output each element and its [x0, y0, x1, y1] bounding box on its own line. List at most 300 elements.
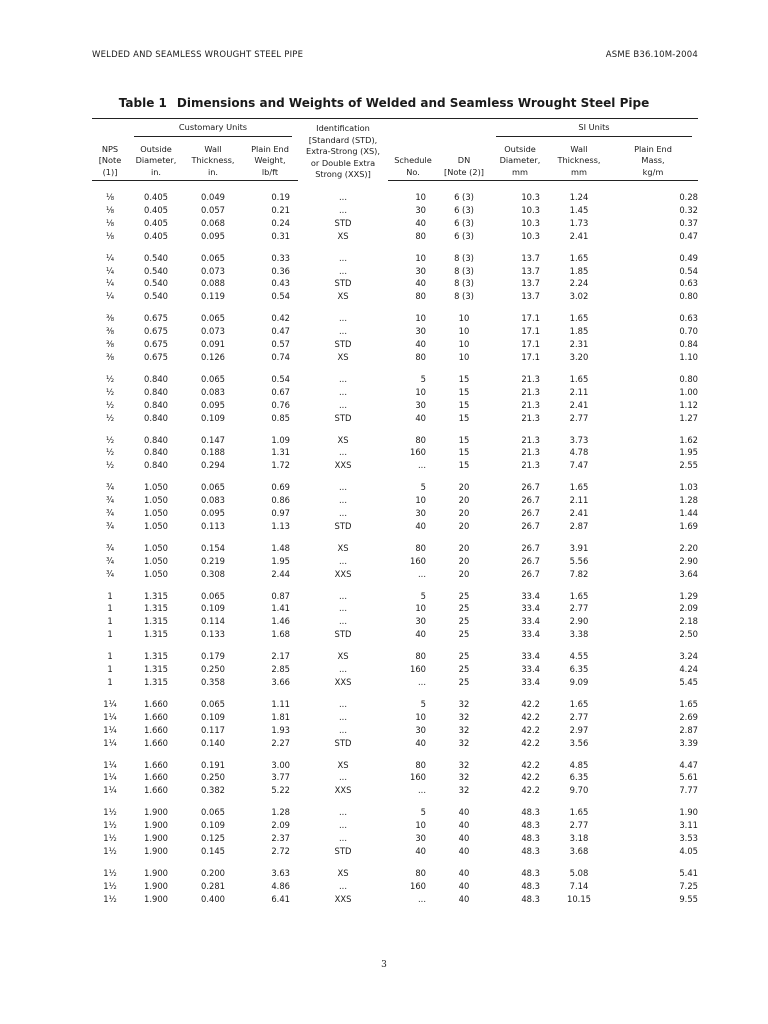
outside-diameter-in-cell: 1.315 — [144, 616, 168, 627]
plain-end-mass-cell: 1.44 — [679, 508, 698, 519]
outside-diameter-in-cell: 0.840 — [144, 447, 168, 458]
plain-end-mass-cell: 0.70 — [679, 326, 698, 337]
outside-diameter-mm-cell: 10.3 — [521, 217, 540, 228]
outside-diameter-mm-cell: 13.7 — [521, 291, 540, 302]
table-row — [92, 425, 698, 447]
identification-cell: ... — [339, 880, 347, 891]
dn-cell: 8 (3) — [454, 265, 474, 276]
nps-cell: 1 — [107, 664, 113, 675]
wall-thickness-mm-cell: 3.91 — [569, 542, 589, 553]
wall-thickness-in-cell: 0.073 — [201, 265, 225, 276]
plain-end-mass-cell: 1.95 — [679, 447, 698, 458]
dn-header: DN [Note (2)] — [438, 137, 490, 180]
schedule-cell: 40 — [415, 845, 426, 856]
outside-diameter-in-cell: 1.900 — [144, 807, 168, 818]
nps-header: NPS [Note (1)] — [92, 137, 128, 180]
plain-end-mass-cell: 1.27 — [679, 412, 698, 423]
wall-thickness-mm-cell: 3.68 — [569, 845, 589, 856]
dn-cell: 25 — [458, 677, 470, 687]
dn-cell: 32 — [458, 724, 470, 735]
identification-cell: ... — [339, 447, 347, 458]
si-units-group — [490, 119, 698, 138]
plain-end-mass-cell: 7.77 — [679, 785, 698, 796]
wall-thickness-in-cell: 0.200 — [201, 867, 225, 878]
identification-cell: ... — [339, 724, 347, 735]
plain-end-weight-cell: 0.31 — [271, 230, 290, 241]
identification-cell: ... — [339, 495, 347, 506]
identification-cell: ... — [339, 807, 347, 818]
outside-diameter-in-cell: 0.840 — [144, 434, 168, 445]
identification-cell: ... — [339, 590, 347, 601]
wall-thickness-in-cell: 0.088 — [201, 278, 225, 289]
dn-cell: 32 — [458, 698, 470, 709]
wall-thickness-in-cell: 0.065 — [201, 373, 225, 384]
plain-end-weight-header: Plain End Weight, lb/ft — [242, 137, 298, 180]
outside-diameter-in-cell: 1.660 — [144, 737, 168, 748]
table-row — [92, 880, 698, 893]
identification-cell: ... — [339, 191, 347, 202]
wall-thickness-mm-cell: 3.56 — [569, 737, 589, 748]
wall-thickness-mm-cell: 4.78 — [569, 447, 589, 458]
dn-cell: 25 — [458, 629, 470, 640]
wall-thickness-in-header: Wall Thickness, in. — [184, 137, 242, 180]
identification-cell: ... — [339, 482, 347, 493]
schedule-cell: 40 — [415, 339, 426, 350]
wall-thickness-mm-cell: 2.77 — [569, 820, 589, 831]
dn-cell: 20 — [458, 542, 470, 553]
outside-diameter-mm-cell: 26.7 — [521, 568, 540, 579]
table-row — [92, 217, 698, 230]
wall-thickness-in-cell: 0.073 — [201, 326, 225, 337]
identification-cell: ... — [339, 616, 347, 627]
wall-thickness-mm-cell: 1.65 — [569, 590, 589, 601]
outside-diameter-in-cell: 0.840 — [144, 373, 168, 384]
table-row — [92, 351, 698, 364]
table-row — [92, 771, 698, 784]
outside-diameter-mm-cell: 48.3 — [521, 845, 540, 856]
schedule-cell: 40 — [415, 217, 426, 228]
schedule-cell: ... — [418, 785, 426, 796]
plain-end-weight-cell: 0.21 — [271, 204, 290, 215]
plain-end-mass-cell: 2.90 — [679, 555, 698, 566]
outside-diameter-in-cell: 1.315 — [144, 629, 168, 640]
outside-diameter-in-cell: 1.050 — [144, 542, 168, 553]
outside-diameter-mm-cell: 42.2 — [521, 785, 540, 796]
outside-diameter-mm-cell: 48.3 — [521, 833, 540, 844]
schedule-cell: 10 — [415, 820, 426, 831]
plain-end-weight-cell: 1.31 — [271, 447, 290, 458]
wall-thickness-in-cell: 0.188 — [201, 447, 225, 458]
outside-diameter-in-cell: 0.675 — [144, 313, 168, 324]
table-row — [92, 641, 698, 663]
nps-cell: 1¼ — [103, 724, 117, 735]
plain-end-weight-cell: 1.13 — [271, 520, 290, 531]
dn-cell: 8 (3) — [454, 291, 474, 302]
schedule-header: Schedule No. — [388, 137, 438, 180]
outside-diameter-in-cell: 0.405 — [144, 230, 168, 241]
identification-cell: ... — [339, 833, 347, 844]
table-row — [92, 290, 698, 303]
dn-cell: 32 — [458, 785, 470, 796]
table-row — [92, 724, 698, 737]
identification-cell: ... — [339, 373, 347, 384]
wall-thickness-in-cell: 0.125 — [201, 833, 225, 844]
nps-cell: 1¼ — [103, 772, 117, 783]
dn-cell: 6 (3) — [454, 230, 474, 241]
identification-cell: XXS — [334, 785, 352, 796]
table-row — [92, 459, 698, 472]
identification-cell: ... — [339, 711, 347, 722]
wall-thickness-in-cell: 0.109 — [201, 603, 225, 614]
pipe-dimensions-table — [92, 118, 698, 906]
schedule-cell: 5 — [420, 590, 426, 601]
plain-end-mass-cell: 3.39 — [679, 737, 698, 748]
wall-thickness-mm-cell: 2.77 — [569, 711, 589, 722]
table-row — [92, 472, 698, 494]
wall-thickness-in-cell: 0.065 — [201, 252, 225, 263]
wall-thickness-mm-cell: 2.87 — [569, 520, 589, 531]
plain-end-mass-cell: 9.55 — [679, 893, 698, 904]
wall-thickness-mm-cell: 1.85 — [569, 326, 589, 337]
nps-cell: 1 — [107, 603, 113, 614]
table-row — [92, 412, 698, 425]
schedule-cell: 80 — [415, 759, 426, 770]
outside-diameter-mm-cell: 10.3 — [521, 192, 540, 202]
table-row — [92, 204, 698, 217]
plain-end-weight-cell: 0.97 — [271, 508, 290, 519]
nps-cell: ½ — [105, 460, 115, 471]
plain-end-mass-cell: 0.49 — [679, 252, 698, 263]
outside-diameter-in-cell: 1.050 — [144, 568, 168, 579]
wall-thickness-mm-cell: 10.15 — [567, 893, 591, 904]
nps-cell: ⅜ — [105, 351, 115, 362]
plain-end-weight-cell: 1.72 — [271, 460, 290, 471]
outside-diameter-mm-cell: 21.3 — [521, 434, 540, 445]
plain-end-mass-cell: 1.10 — [679, 351, 698, 362]
wall-thickness-in-cell: 0.065 — [201, 590, 225, 601]
nps-cell: ¾ — [105, 555, 115, 566]
wall-thickness-mm-cell: 2.90 — [569, 616, 589, 627]
identification-cell: ... — [339, 326, 347, 337]
schedule-cell: ... — [418, 677, 426, 687]
table-body — [92, 181, 698, 906]
table-row — [92, 494, 698, 507]
schedule-cell: 5 — [420, 373, 426, 384]
table-row — [92, 568, 698, 581]
table-row — [92, 832, 698, 845]
wall-thickness-mm-cell: 2.11 — [569, 386, 589, 397]
table-row — [92, 181, 698, 204]
plain-end-mass-cell: 0.47 — [679, 230, 698, 241]
outside-diameter-in-cell: 1.315 — [144, 664, 168, 675]
identification-cell: XXS — [334, 893, 352, 904]
outside-diameter-mm-cell: 10.3 — [521, 230, 540, 241]
wall-thickness-mm-cell: 2.41 — [569, 230, 589, 241]
nps-cell: ¾ — [105, 482, 115, 493]
plain-end-mass-cell: 4.05 — [679, 845, 698, 856]
standard-designation: ASME B36.10M-2004 — [605, 50, 698, 60]
table-row — [92, 689, 698, 711]
plain-end-mass-cell: 0.32 — [679, 204, 698, 215]
plain-end-mass-cell: 0.63 — [679, 278, 698, 289]
outside-diameter-in-cell: 1.900 — [144, 820, 168, 831]
table-row — [92, 303, 698, 325]
si-units-label: SI Units — [496, 122, 692, 138]
plain-end-mass-cell: 1.69 — [679, 520, 698, 531]
outside-diameter-mm-cell: 33.4 — [521, 590, 540, 601]
identification-cell: ... — [339, 265, 347, 276]
wall-thickness-in-cell: 0.095 — [201, 230, 225, 241]
schedule-cell: 160 — [410, 447, 426, 458]
dn-cell: 20 — [458, 482, 470, 493]
plain-end-weight-cell: 0.57 — [271, 339, 290, 350]
table-row — [92, 797, 698, 819]
plain-end-mass-cell: 3.64 — [679, 568, 698, 579]
outside-diameter-mm-cell: 10.3 — [521, 204, 540, 215]
outside-diameter-in-cell: 1.050 — [144, 520, 168, 531]
wall-thickness-mm-cell: 1.45 — [569, 204, 589, 215]
outside-diameter-mm-cell: 21.3 — [521, 412, 540, 423]
schedule-cell: ... — [418, 893, 426, 904]
plain-end-weight-cell: 0.85 — [271, 412, 290, 423]
wall-thickness-mm-cell: 1.73 — [569, 217, 589, 228]
schedule-cell: 40 — [415, 412, 426, 423]
wall-thickness-in-cell: 0.049 — [201, 192, 225, 202]
outside-diameter-mm-cell: 48.3 — [521, 880, 540, 891]
plain-end-weight-cell: 0.42 — [271, 313, 290, 324]
plain-end-mass-cell: 2.87 — [679, 724, 698, 735]
plain-end-weight-cell: 1.28 — [271, 807, 290, 818]
schedule-cell: 10 — [415, 192, 426, 202]
nps-cell: ¼ — [105, 278, 115, 289]
outside-diameter-in-cell: 0.405 — [144, 204, 168, 215]
table-row — [92, 555, 698, 568]
schedule-cell: 5 — [420, 698, 426, 709]
plain-end-weight-cell: 0.36 — [271, 265, 290, 276]
wall-thickness-mm-cell: 1.24 — [569, 192, 589, 202]
nps-cell: 1¼ — [103, 698, 117, 709]
identification-cell: XS — [337, 291, 349, 302]
wall-thickness-mm-cell: 7.14 — [569, 880, 589, 891]
customary-units-group — [128, 119, 298, 138]
wall-thickness-mm-header: Wall Thickness, mm — [550, 137, 608, 180]
plain-end-weight-cell: 2.27 — [271, 737, 290, 748]
plain-end-mass-cell: 1.12 — [679, 399, 698, 410]
schedule-cell: 10 — [415, 711, 426, 722]
wall-thickness-in-cell: 0.057 — [201, 204, 225, 215]
outside-diameter-mm-cell: 26.7 — [521, 482, 540, 493]
dn-cell: 40 — [458, 833, 470, 844]
plain-end-mass-cell: 1.00 — [679, 386, 698, 397]
table-row — [92, 386, 698, 399]
plain-end-mass-cell: 5.61 — [679, 772, 698, 783]
outside-diameter-mm-cell: 42.2 — [521, 698, 540, 709]
identification-cell: XS — [337, 542, 349, 553]
nps-cell: 1¼ — [103, 711, 117, 722]
wall-thickness-in-cell: 0.119 — [201, 291, 225, 302]
outside-diameter-mm-cell: 17.1 — [521, 339, 540, 350]
wall-thickness-in-cell: 0.065 — [201, 807, 225, 818]
wall-thickness-mm-cell: 1.65 — [569, 373, 589, 384]
table-row — [92, 602, 698, 615]
customary-units-label: Customary Units — [134, 122, 292, 138]
outside-diameter-mm-cell: 21.3 — [521, 373, 540, 384]
nps-cell: ¾ — [105, 568, 115, 579]
plain-end-mass-cell: 0.28 — [679, 192, 698, 202]
outside-diameter-in-cell: 1.660 — [144, 698, 168, 709]
outside-diameter-in-cell: 1.900 — [144, 867, 168, 878]
nps-cell: 1½ — [103, 893, 117, 904]
table-row — [92, 676, 698, 689]
wall-thickness-mm-cell: 9.09 — [569, 677, 589, 687]
plain-end-weight-cell: 0.86 — [271, 495, 290, 506]
wall-thickness-mm-cell: 4.55 — [569, 651, 589, 662]
outside-diameter-in-cell: 0.405 — [144, 217, 168, 228]
schedule-cell: 40 — [415, 520, 426, 531]
outside-diameter-mm-cell: 42.2 — [521, 711, 540, 722]
schedule-cell: 10 — [415, 603, 426, 614]
schedule-cell: 30 — [415, 399, 426, 410]
outside-diameter-in-cell: 1.660 — [144, 785, 168, 796]
table-row — [92, 533, 698, 555]
dn-cell: 40 — [458, 893, 470, 904]
outside-diameter-in-cell: 0.540 — [144, 278, 168, 289]
wall-thickness-in-cell: 0.065 — [201, 482, 225, 493]
wall-thickness-mm-cell: 2.77 — [569, 603, 589, 614]
wall-thickness-in-cell: 0.065 — [201, 313, 225, 324]
table-title — [0, 96, 768, 110]
plain-end-mass-cell: 0.80 — [679, 291, 698, 302]
schedule-cell: 80 — [415, 230, 426, 241]
plain-end-weight-cell: 0.47 — [271, 326, 290, 337]
dn-cell: 40 — [458, 880, 470, 891]
plain-end-weight-cell: 3.00 — [271, 759, 290, 770]
wall-thickness-mm-cell: 2.77 — [569, 412, 589, 423]
outside-diameter-mm-cell: 33.4 — [521, 629, 540, 640]
nps-cell: 1¼ — [103, 759, 117, 770]
identification-cell: STD — [334, 217, 352, 228]
outside-diameter-mm-cell: 13.7 — [521, 278, 540, 289]
table-row — [92, 615, 698, 628]
schedule-cell: 80 — [415, 651, 426, 662]
wall-thickness-in-cell: 0.382 — [201, 785, 225, 796]
outside-diameter-in-cell: 0.540 — [144, 252, 168, 263]
wall-thickness-in-cell: 0.140 — [201, 737, 225, 748]
schedule-cell: 40 — [415, 737, 426, 748]
plain-end-mass-cell: 0.54 — [679, 265, 698, 276]
schedule-cell: 10 — [415, 386, 426, 397]
outside-diameter-in-cell: 0.840 — [144, 386, 168, 397]
identification-header: Identification [Standard (STD), Extra-Strong (XS), or Double Extra Strong (XXS)] — [298, 119, 388, 181]
table-row — [92, 819, 698, 832]
outside-diameter-in-cell: 0.405 — [144, 192, 168, 202]
wall-thickness-in-cell: 0.145 — [201, 845, 225, 856]
wall-thickness-in-cell: 0.095 — [201, 508, 225, 519]
outside-diameter-in-cell: 1.050 — [144, 508, 168, 519]
plain-end-weight-cell: 1.68 — [271, 629, 290, 640]
plain-end-weight-cell: 2.37 — [271, 833, 290, 844]
nps-cell: ⅛ — [105, 217, 115, 228]
outside-diameter-mm-cell: 17.1 — [521, 313, 540, 324]
wall-thickness-in-cell: 0.219 — [201, 555, 225, 566]
wall-thickness-mm-cell: 1.65 — [569, 807, 589, 818]
outside-diameter-mm-cell: 13.7 — [521, 252, 540, 263]
plain-end-weight-cell: 1.11 — [271, 698, 290, 709]
identification-cell: XS — [337, 230, 349, 241]
nps-cell: 1 — [107, 629, 113, 640]
outside-diameter-in-cell: 1.660 — [144, 772, 168, 783]
schedule-cell: 30 — [415, 265, 426, 276]
plain-end-weight-cell: 0.24 — [271, 217, 290, 228]
outside-diameter-in-cell: 1.315 — [144, 603, 168, 614]
table-header — [92, 119, 698, 181]
dn-cell: 15 — [458, 386, 470, 397]
wall-thickness-in-cell: 0.083 — [201, 495, 225, 506]
dn-cell: 40 — [458, 820, 470, 831]
nps-cell: ½ — [105, 447, 115, 458]
dn-cell: 15 — [458, 434, 470, 445]
wall-thickness-mm-cell: 6.35 — [569, 664, 589, 675]
plain-end-weight-cell: 2.09 — [271, 820, 290, 831]
dn-cell: 10 — [458, 339, 470, 350]
dn-cell: 40 — [458, 845, 470, 856]
nps-cell: 1 — [107, 590, 113, 601]
wall-thickness-mm-cell: 2.11 — [569, 495, 589, 506]
identification-cell: ... — [339, 386, 347, 397]
table-row — [92, 737, 698, 750]
plain-end-weight-cell: 2.17 — [271, 651, 290, 662]
outside-diameter-mm-cell: 33.4 — [521, 603, 540, 614]
outside-diameter-in-cell: 1.900 — [144, 893, 168, 904]
wall-thickness-in-cell: 0.114 — [201, 616, 225, 627]
outside-diameter-mm-cell: 21.3 — [521, 399, 540, 410]
plain-end-mass-cell: 2.69 — [679, 711, 698, 722]
table-row — [92, 243, 698, 265]
plain-end-mass-cell: 1.29 — [679, 590, 698, 601]
plain-end-weight-cell: 2.72 — [271, 845, 290, 856]
plain-end-weight-cell: 2.44 — [271, 568, 290, 579]
table-row — [92, 784, 698, 797]
nps-cell: 1½ — [103, 833, 117, 844]
schedule-cell: 30 — [415, 616, 426, 627]
identification-cell: ... — [339, 508, 347, 519]
outside-diameter-mm-cell: 42.2 — [521, 759, 540, 770]
wall-thickness-mm-cell: 9.70 — [569, 785, 589, 796]
dn-cell: 40 — [458, 807, 470, 818]
plain-end-weight-cell: 0.87 — [271, 590, 290, 601]
identification-cell: ... — [339, 204, 347, 215]
plain-end-weight-cell: 0.33 — [271, 252, 290, 263]
running-header-title: WELDED AND SEAMLESS WROUGHT STEEL PIPE — [92, 50, 304, 60]
wall-thickness-in-cell: 0.109 — [201, 820, 225, 831]
nps-cell: ⅛ — [105, 192, 115, 202]
wall-thickness-mm-cell: 1.65 — [569, 698, 589, 709]
nps-cell: 1¼ — [103, 737, 117, 748]
table-row — [92, 338, 698, 351]
identification-cell: ... — [339, 252, 347, 263]
wall-thickness-in-cell: 0.117 — [201, 724, 225, 735]
table-row — [92, 893, 698, 906]
wall-thickness-mm-cell: 3.18 — [569, 833, 589, 844]
dn-cell: 25 — [458, 664, 470, 675]
plain-end-weight-cell: 0.67 — [271, 386, 290, 397]
schedule-cell: 30 — [415, 326, 426, 337]
outside-diameter-mm-cell: 21.3 — [521, 447, 540, 458]
identification-cell: ... — [339, 820, 347, 831]
schedule-cell: 80 — [415, 351, 426, 362]
identification-cell: ... — [339, 399, 347, 410]
outside-diameter-mm-cell: 26.7 — [521, 542, 540, 553]
